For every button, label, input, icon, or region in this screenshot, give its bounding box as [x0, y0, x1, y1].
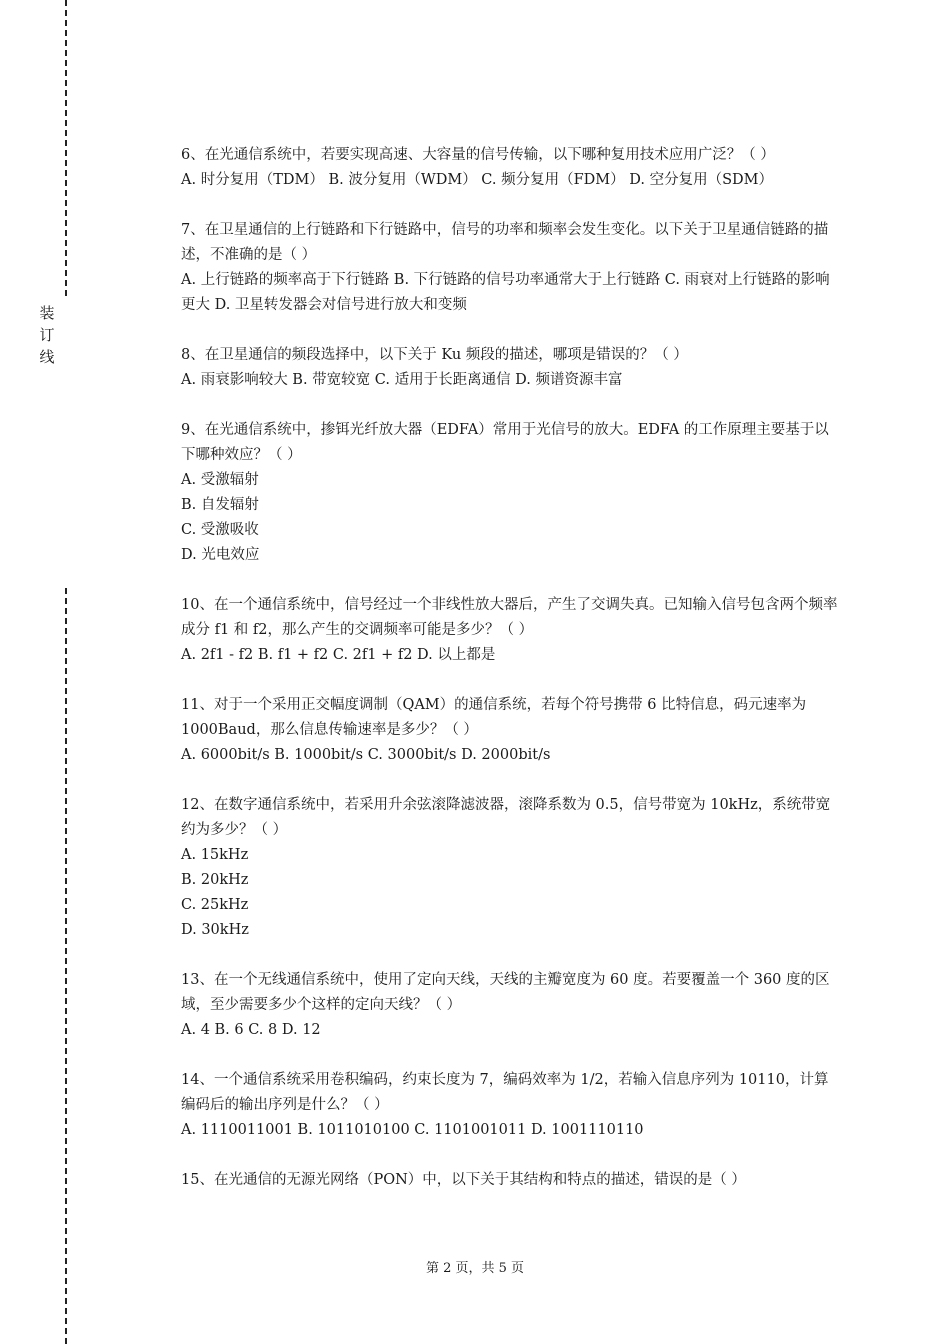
question-block	[181, 418, 841, 568]
binding-line-bottom	[65, 588, 67, 1344]
question-options: B. 20kHz	[181, 872, 249, 888]
question-block	[181, 143, 841, 193]
question-block	[181, 793, 841, 943]
binding-char: 装	[39, 304, 55, 322]
question-stem: 15、在光通信的无源光网络（PON）中，以下关于其结构和特点的描述，错误的是（ ）	[181, 1172, 746, 1188]
question-stem: 13、在一个无线通信系统中，使用了定向天线，天线的主瓣宽度为 60 度。若要覆盖一个 360 度的区域，至少需要多少个这样的定向天线？（ ）	[181, 972, 830, 1013]
question-options: A. 6000bit/s B. 1000bit/s C. 3000bit/s D. 2000bit/s	[181, 747, 551, 763]
question-options: A. 雨衰影响较大 B. 带宽较宽 C. 适用于长距离通信 D. 频谱资源丰富	[181, 372, 623, 388]
question-stem: 10、在一个通信系统中，信号经过一个非线性放大器后，产生了交调失真。已知输入信号包含两个频率成分 f1 和 f2，那么产生的交调频率可能是多少？（ ）	[181, 597, 838, 638]
question-stem: 11、对于一个采用正交幅度调制（QAM）的通信系统，若每个符号携带 6 比特信息，码元速率为 1000Baud，那么信息传输速率是多少？（ ）	[181, 697, 807, 738]
question-options: D. 光电效应	[181, 547, 260, 563]
page-footer: 第 2 页，共 5 页	[425, 1261, 525, 1276]
question-options: C. 受激吸收	[181, 522, 259, 538]
question-stem: 12、在数字通信系统中，若采用升余弦滚降滤波器，滚降系数为 0.5，信号带宽为 10kHz，系统带宽约为多少？（ ）	[181, 797, 831, 838]
question-block	[181, 1168, 841, 1193]
question-block	[181, 968, 841, 1043]
question-stem: 8、在卫星通信的频段选择中，以下关于 Ku 频段的描述，哪项是错误的？（ ）	[181, 347, 688, 363]
question-options: A. 15kHz	[181, 847, 249, 863]
binding-label	[37, 302, 57, 368]
binding-char: 线	[39, 348, 55, 366]
question-block	[181, 693, 841, 768]
binding-line-top	[65, 0, 67, 296]
question-options: A. 2f1 - f2 B. f1 + f2 C. 2f1 + f2 D. 以上都是	[181, 647, 496, 663]
question-block	[181, 343, 841, 393]
question-options: D. 30kHz	[181, 922, 249, 938]
binding-char: 订	[39, 326, 55, 344]
question-options: C. 25kHz	[181, 897, 249, 913]
question-block	[181, 1068, 841, 1143]
question-stem: 9、在光通信系统中，掺铒光纤放大器（EDFA）常用于光信号的放大。EDFA 的工作原理主要基于以下哪种效应？（ ）	[181, 422, 829, 463]
question-list	[181, 143, 841, 1218]
question-options: A. 时分复用（TDM） B. 波分复用（WDM） C. 频分复用（FDM） D. 空分复用（SDM）	[181, 172, 773, 188]
question-stem: 14、一个通信系统采用卷积编码，约束长度为 7，编码效率为 1/2，若输入信息序列为 10110，计算编码后的输出序列是什么？（ ）	[181, 1072, 829, 1113]
question-block	[181, 218, 841, 318]
question-block	[181, 593, 841, 668]
question-options: A. 4 B. 6 C. 8 D. 12	[181, 1022, 321, 1038]
question-options: B. 自发辐射	[181, 497, 259, 513]
question-stem: 6、在光通信系统中，若要实现高速、大容量的信号传输，以下哪种复用技术应用广泛？（ ）	[181, 147, 775, 163]
question-options: A. 1110011001 B. 1011010100 C. 1101001011 D. 1001110110	[181, 1122, 644, 1138]
question-options: A. 受激辐射	[181, 472, 259, 488]
question-stem: 7、在卫星通信的上行链路和下行链路中，信号的功率和频率会发生变化。以下关于卫星通信链路的描述，不准确的是（ ）	[181, 222, 829, 263]
question-options: A. 上行链路的频率高于下行链路 B. 下行链路的信号功率通常大于上行链路 C. 雨衰对上行链路的影响更大 D. 卫星转发器会对信号进行放大和变频	[181, 272, 830, 313]
